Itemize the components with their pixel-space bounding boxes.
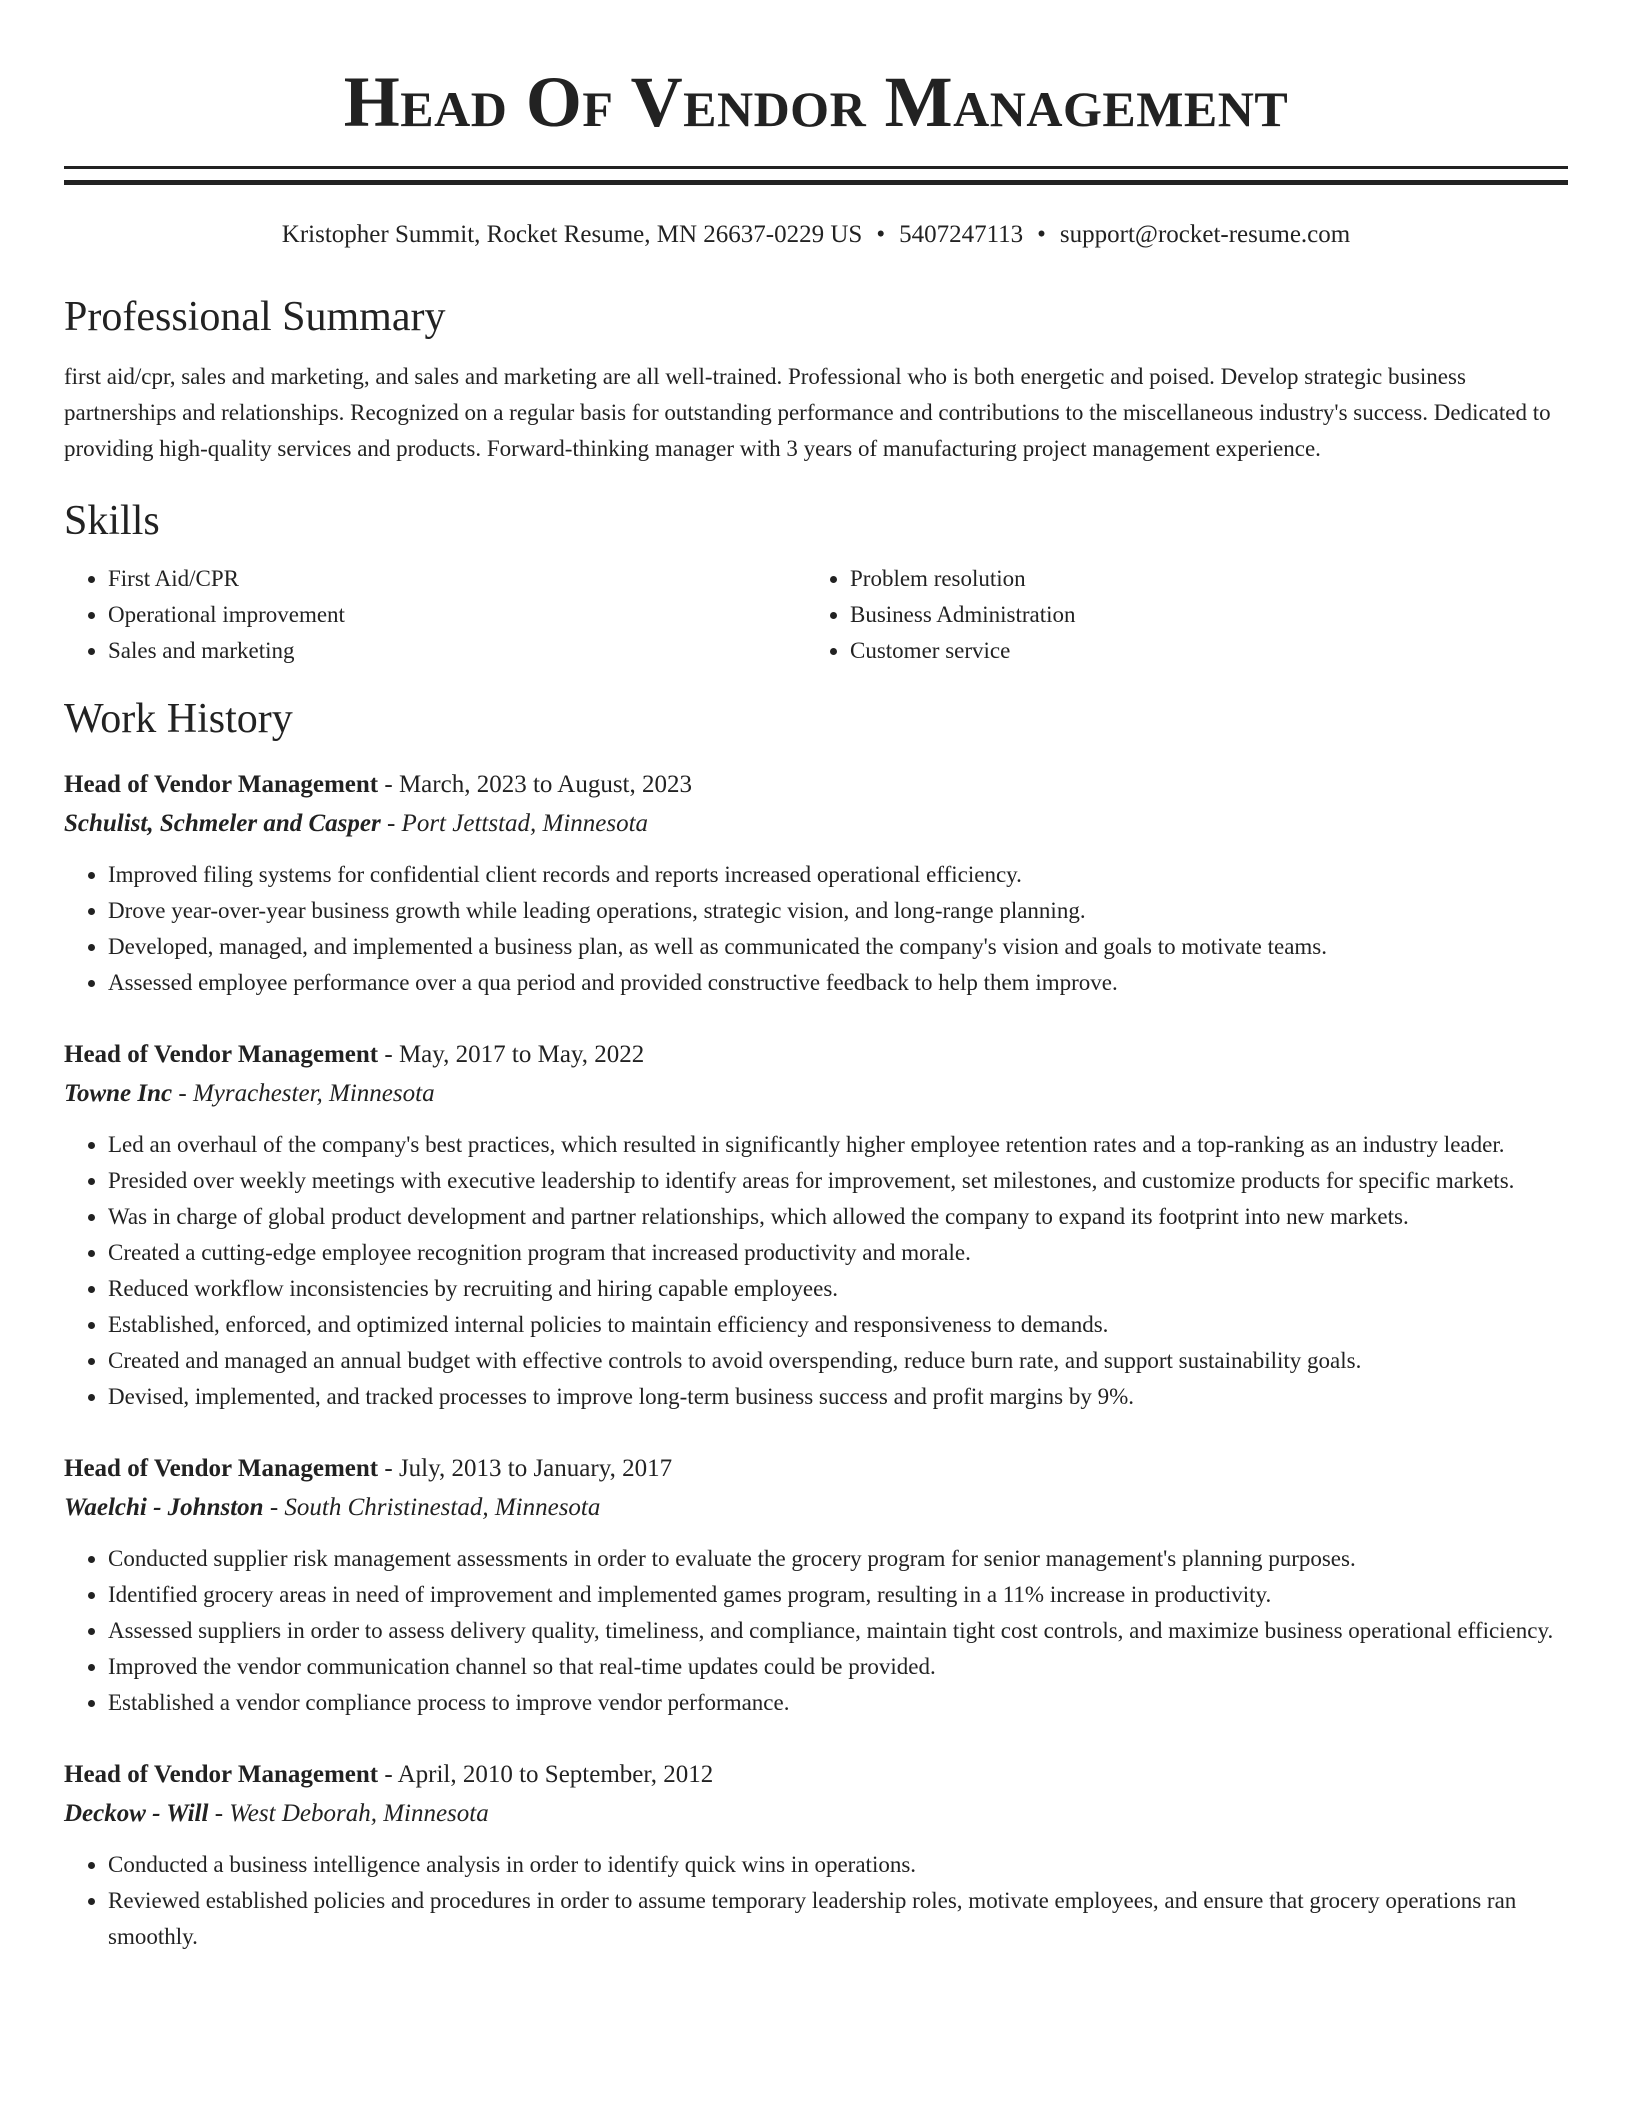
job-company-line: [64, 1489, 1568, 1527]
job-company: Schulist, Schmeler and Casper: [64, 810, 381, 837]
job-bullet: • Presided over weekly meetings with executive leadership to identify areas for improvement, set milestones, and customize products for specific markets.: [108, 1163, 1568, 1199]
job-location: - South Christinestad, Minnesota: [263, 1494, 601, 1521]
job-bullet: • Established, enforced, and optimized internal policies to maintain efficiency and responsiveness to demands.: [108, 1307, 1568, 1343]
summary-text: first aid/cpr, sales and marketing, and sales and marketing are all well-trained. Professional who is both energetic and poised. Develop strategic business partnerships and relationships. Recognized on a regular basis for outstanding performance and contributions to the miscellaneous industry's success. Dedicated to providing high-quality services and products. Forward-thinking manager with 3 years of manufacturing project management experience.: [64, 364, 1551, 461]
job-company: Towne Inc: [64, 1080, 173, 1107]
title-double-rule: [64, 166, 1568, 185]
summary-heading: Professional Summary: [64, 294, 446, 340]
job-bullet: • Improved the vendor communication channel so that real-time updates could be provided.: [108, 1649, 1568, 1685]
skills-column-right: [806, 561, 1548, 669]
skill-item: • Business Administration: [850, 597, 1548, 633]
job-bullet: • Assessed employee performance over a qua period and provided constructive feedback to help them improve.: [108, 965, 1568, 1001]
job-entry: [64, 1757, 1568, 1955]
job-dates: - May, 2017 to May, 2022: [378, 1041, 645, 1068]
job-title: Head of Vendor Management: [64, 1041, 379, 1068]
skill-item: • Customer service: [850, 633, 1548, 669]
job-bullet: • Led an overhaul of the company's best practices, which resulted in significantly higher employee retention rates and a top-ranking as an industry leader.: [108, 1127, 1568, 1163]
job-dates: - March, 2023 to August, 2023: [378, 771, 692, 798]
job-bullets: [64, 1847, 1568, 1955]
job-entry: [64, 1037, 1568, 1415]
job-bullet: • Conducted supplier risk management assessments in order to evaluate the grocery program for senior management's planning purposes.: [108, 1541, 1568, 1577]
job-location: - Port Jettstad, Minnesota: [380, 810, 649, 837]
job-bullet: • Assessed suppliers in order to assess delivery quality, timeliness, and compliance, maintain tight cost controls, and maximize business operational efficiency.: [108, 1613, 1568, 1649]
contact-separator: •: [1037, 221, 1046, 248]
contact-email: support@rocket-resume.com: [1059, 221, 1351, 248]
contact-line: [64, 219, 1568, 251]
job-bullets: [64, 1541, 1568, 1721]
job-title: Head of Vendor Management: [64, 771, 379, 798]
job-bullet: • Devised, implemented, and tracked processes to improve long-term business success and profit margins by 9%.: [108, 1379, 1568, 1415]
job-company: Waelchi - Johnston: [64, 1494, 264, 1521]
job-bullet: • Conducted a business intelligence analysis in order to identify quick wins in operations.: [108, 1847, 1568, 1883]
skill-item: • First Aid/CPR: [108, 561, 806, 597]
job-title-line: [64, 1037, 1568, 1073]
job-bullet: • Drove year-over-year business growth while leading operations, strategic vision, and long-range planning.: [108, 893, 1568, 929]
job-bullet: • Developed, managed, and implemented a business plan, as well as communicated the company's vision and goals to motivate teams.: [108, 929, 1568, 965]
job-bullet: • Created a cutting-edge employee recognition program that increased productivity and morale.: [108, 1235, 1568, 1271]
job-bullet: • Improved filing systems for confidential client records and reports increased operational efficiency.: [108, 857, 1568, 893]
job-title: Head of Vendor Management: [64, 1761, 379, 1788]
contact-address: Kristopher Summit, Rocket Resume, MN 26637-0229 US: [281, 221, 863, 248]
skill-item: • Operational improvement: [108, 597, 806, 633]
job-bullet: • Reduced workflow inconsistencies by recruiting and hiring capable employees.: [108, 1271, 1568, 1307]
skills-column-left: [64, 561, 806, 669]
job-bullet: • Reviewed established policies and procedures in order to assume temporary leadership roles, motivate employees, and ensure that grocery operations ran smoothly.: [108, 1883, 1568, 1955]
job-bullet: • Created and managed an annual budget with effective controls to avoid overspending, reduce burn rate, and support sustainability goals.: [108, 1343, 1568, 1379]
skills-list: [64, 561, 1568, 669]
job-title-line: [64, 1451, 1568, 1487]
job-bullet: • Was in charge of global product development and partner relationships, which allowed the company to expand its footprint into new markets.: [108, 1199, 1568, 1235]
contact-phone: 5407247113: [899, 221, 1024, 248]
work-history-heading: Work History: [64, 696, 293, 742]
job-bullet: • Identified grocery areas in need of improvement and implemented games program, resulting in a 11% increase in productivity.: [108, 1577, 1568, 1613]
skill-item: • Problem resolution: [850, 561, 1548, 597]
job-company-line: [64, 1795, 1568, 1833]
job-bullet: • Established a vendor compliance process to improve vendor performance.: [108, 1685, 1568, 1721]
job-entry: [64, 1451, 1568, 1721]
job-bullets: [64, 857, 1568, 1001]
job-dates: - July, 2013 to January, 2017: [378, 1455, 673, 1482]
job-company-line: [64, 1075, 1568, 1113]
job-entry: [64, 767, 1568, 1001]
job-company: Deckow - Will: [64, 1800, 209, 1827]
job-company-line: [64, 805, 1568, 843]
job-title-line: [64, 767, 1568, 803]
skills-heading: Skills: [64, 498, 160, 544]
contact-separator: •: [876, 221, 886, 248]
job-dates: - April, 2010 to September, 2012: [378, 1761, 714, 1788]
job-title-line: [64, 1757, 1568, 1793]
skill-item: • Sales and marketing: [108, 633, 806, 669]
job-location: - Myrachester, Minnesota: [172, 1080, 435, 1107]
job-location: - West Deborah, Minnesota: [208, 1800, 489, 1827]
job-bullets: [64, 1127, 1568, 1415]
resume-title: Head Of Vendor Management: [343, 62, 1289, 142]
job-title: Head of Vendor Management: [64, 1455, 379, 1482]
